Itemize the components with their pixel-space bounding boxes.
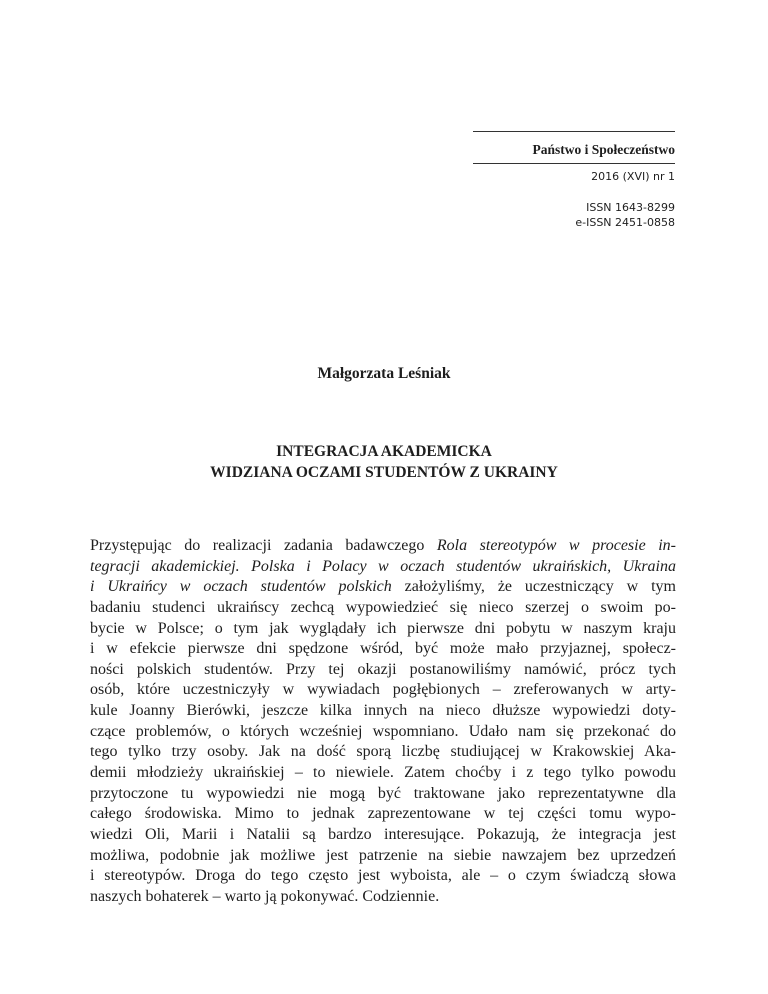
text-segment: czące problemów, o których wcześniej wspomniano. Udało nam się przekonać do: [90, 722, 676, 740]
body-text-line: [90, 804, 676, 825]
text-segment: założyliśmy, że uczestniczący w tym: [391, 578, 676, 596]
text-segment: możliwa, podobnie jak możliwe jest patrzenie na siebie nawzajem bez uprzedzeń: [90, 846, 676, 864]
body-text-line: [90, 722, 676, 743]
body-text-line: [90, 866, 676, 887]
body-text-line: [90, 660, 676, 681]
text-segment: i w efekcie pierwsze dni spędzone wśród, być może mało przyjaznej, społecz-: [90, 640, 676, 658]
article-title-line: WIDZIANA OCZAMI STUDENTÓW Z UKRAINY: [210, 464, 558, 481]
text-segment: ności polskich studentów. Przy tej okazji postanowiliśmy namówić, prócz tych: [90, 660, 676, 678]
text-segment: Przystępując do realizacji zadania badawczego: [90, 537, 437, 554]
journal-name: Państwo i Społeczeństwo: [532, 142, 675, 157]
body-text-line: [90, 536, 676, 557]
italic-text-segment: i Ukraińcy w oczach studentów polskich: [90, 578, 392, 596]
body-text-line: [90, 598, 676, 619]
text-segment: badaniu studenci ukraińscy zechcą wypowiedzieć się nieco szerzej o swoim po-: [90, 598, 676, 616]
issue-number: 2016 (XVI) nr 1: [591, 170, 675, 183]
body-text-line: [90, 742, 676, 763]
body-text-line: [90, 577, 676, 598]
text-segment: kule Joanny Bierówki, jeszcze kilka innych na nieco dłuższe wypowiedzi doty-: [90, 702, 676, 720]
text-segment: demii młodzieży ukraińskiej – to niewiele. Zatem choćby i z tego tylko powodu: [90, 764, 676, 782]
italic-text-segment: Rola stereotypów w procesie in-: [436, 537, 677, 554]
article-author: Małgorzata Leśniak: [317, 365, 451, 382]
article-title-line: INTEGRACJA AKADEMICKA: [276, 443, 492, 460]
text-segment: i stereotypów. Droga do tego często jest wyboista, ale – o czym świadczą słowa: [90, 867, 676, 885]
masthead-divider-rule: [473, 163, 675, 164]
body-text-line: [90, 639, 676, 660]
masthead-top-rule: [473, 131, 675, 132]
eissn-number: e-ISSN 2451-0858: [575, 216, 675, 229]
text-segment: naszych bohaterek – warto ją pokonywać. Codziennie.: [90, 887, 440, 905]
journal-masthead: [473, 131, 675, 230]
text-segment: osób, które uczestniczyły w wywiadach pogłębionych – zreferowanych w arty-: [90, 681, 676, 699]
body-text-line: [90, 619, 676, 640]
text-segment: tego tylko trzy osoby. Jak na dość sporą liczbę studiującej w Krakowskiej Aka-: [90, 743, 676, 761]
body-text-line: [90, 701, 676, 722]
body-text-line: [90, 825, 676, 846]
text-segment: wiedzi Oli, Marii i Natalii są bardzo interesujące. Pokazują, że integracja jest: [90, 825, 676, 843]
body-text-line: [90, 784, 676, 805]
text-segment: całego środowiska. Mimo to jednak zaprezentowane w tej części tomu wypo-: [90, 805, 676, 823]
italic-text-segment: tegracji akademickiej. Polska i Polacy w oczach studentów ukraińskich, Ukraina: [90, 557, 676, 575]
body-text-line: [90, 557, 676, 578]
body-text-line: [90, 846, 676, 867]
text-segment: bycie w Polsce; o tym jak wyglądały ich pierwsze dni pobytu w naszym kraju: [90, 619, 676, 637]
body-text-line: [90, 680, 676, 701]
body-text-line: [90, 763, 676, 784]
body-text-line: [90, 887, 676, 908]
article-title: [0, 441, 768, 483]
article-body-paragraph: [90, 536, 676, 908]
text-segment: przytoczone tu wypowiedzi nie mogą być traktowane jako reprezentatywne dla: [90, 784, 676, 802]
issn-number: ISSN 1643-8299: [586, 201, 675, 214]
